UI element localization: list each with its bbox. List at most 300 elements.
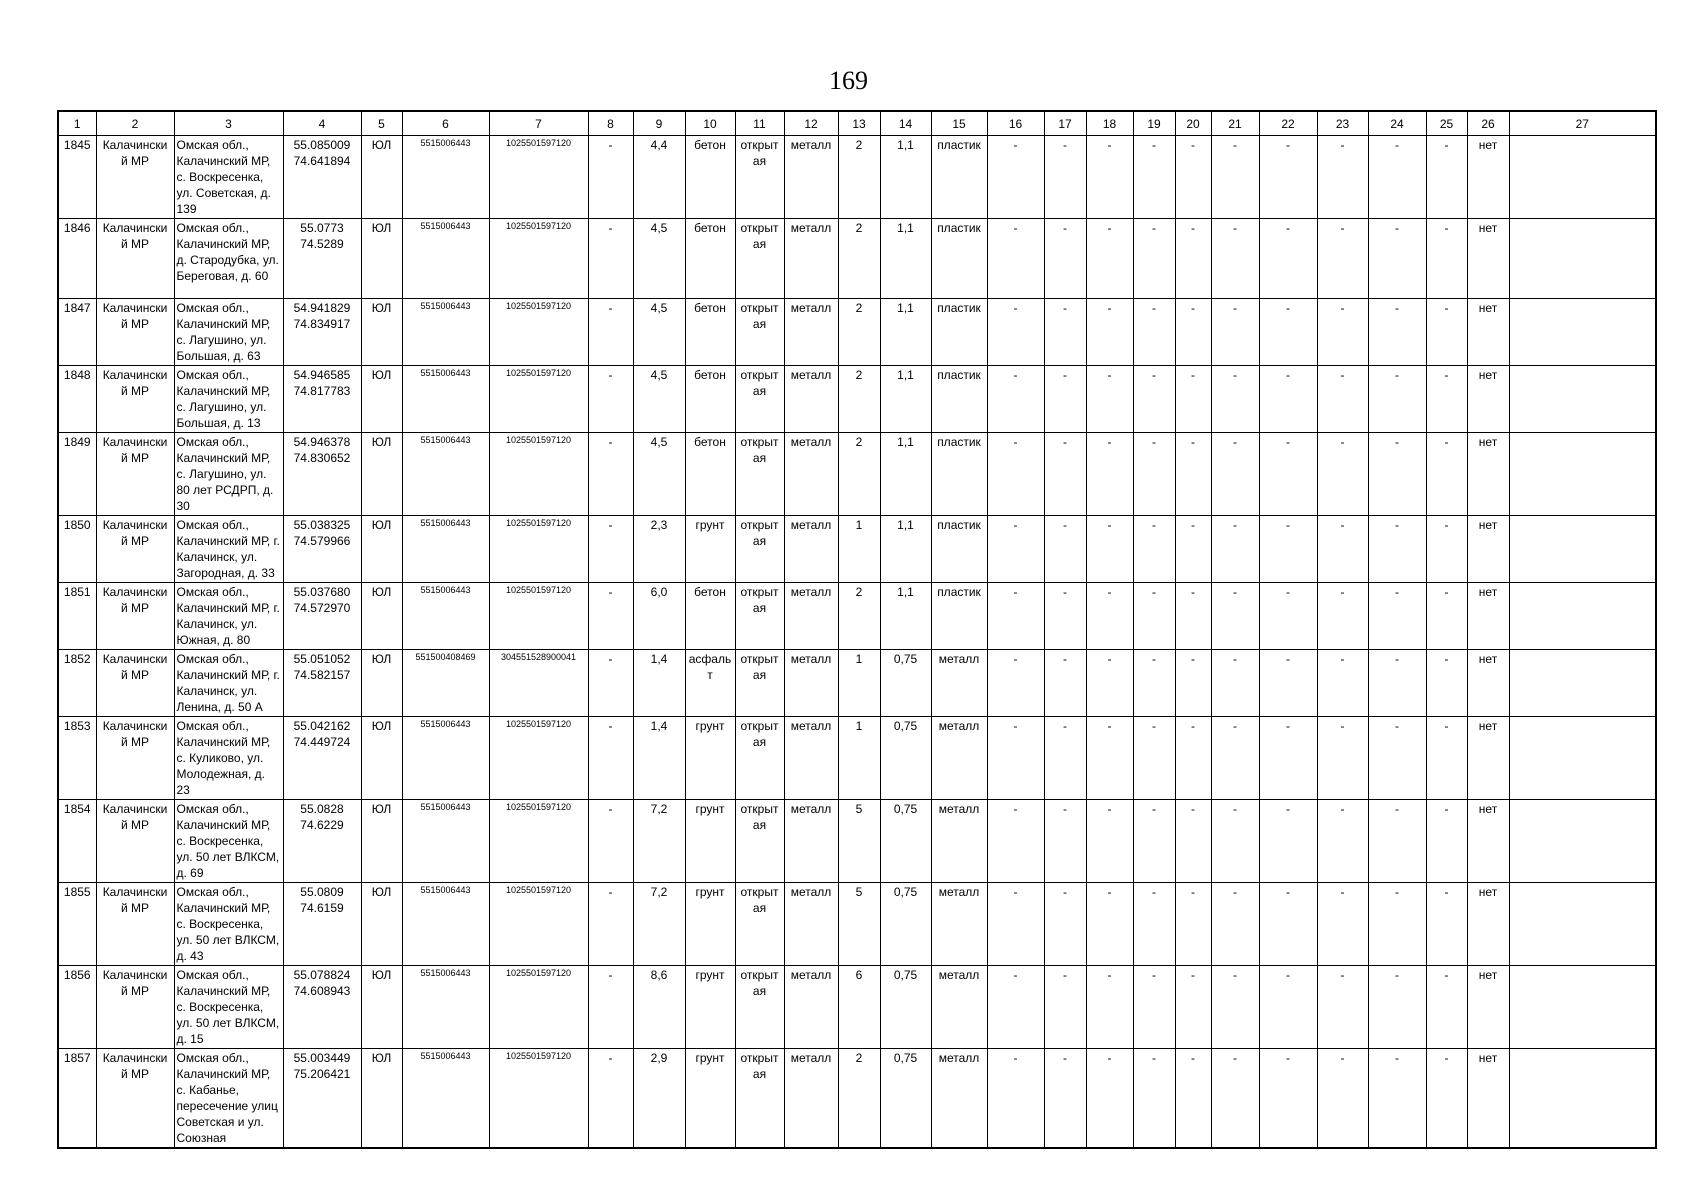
col24-cell: -: [1368, 136, 1426, 219]
coordinates-cell: [283, 966, 361, 1049]
col17-cell: -: [1044, 966, 1086, 1049]
col16-cell: -: [987, 433, 1044, 516]
col22-cell: -: [1259, 800, 1317, 883]
surface-cell: грунт: [685, 516, 735, 583]
address-cell: Омская обл., Калачинский МР, с. Кабанье, пересечение улиц Советская и ул. Союзная: [174, 1049, 283, 1149]
entity-type-cell: ЮЛ: [361, 800, 402, 883]
col27-cell: [1509, 516, 1656, 583]
container-volume-cell: 0,75: [880, 1049, 931, 1149]
coordinates-cell: [283, 219, 361, 299]
col16-cell: -: [987, 219, 1044, 299]
col17-cell: -: [1044, 299, 1086, 366]
col27-cell: [1509, 366, 1656, 433]
col18-cell: -: [1086, 299, 1133, 366]
surface-cell: грунт: [685, 1049, 735, 1149]
latitude: 55.078824: [293, 968, 351, 982]
col8-cell: -: [588, 883, 633, 966]
ogrn-cell: 1025501597120: [489, 717, 588, 800]
fence-cell: металл: [784, 219, 838, 299]
entity-type-cell: ЮЛ: [361, 717, 402, 800]
site-type-cell: открыт ая: [735, 299, 784, 366]
col25-cell: -: [1426, 800, 1467, 883]
col23-cell: -: [1317, 433, 1368, 516]
col22-cell: -: [1259, 966, 1317, 1049]
container-count-cell: 1: [838, 650, 880, 717]
latitude: 55.0773: [300, 221, 344, 235]
inn-cell: 5515006443: [402, 366, 489, 433]
row-number: 1856: [58, 966, 96, 1049]
column-header-7: 7: [489, 111, 588, 136]
col26-cell: нет: [1467, 966, 1509, 1049]
col27-cell: [1509, 136, 1656, 219]
col22-cell: -: [1259, 650, 1317, 717]
container-volume-cell: 1,1: [880, 299, 931, 366]
longitude: 74.449724: [293, 735, 351, 749]
col21-cell: -: [1211, 650, 1259, 717]
ogrn-cell: 1025501597120: [489, 516, 588, 583]
col22-cell: -: [1259, 717, 1317, 800]
container-count-cell: 5: [838, 800, 880, 883]
col16-cell: -: [987, 883, 1044, 966]
col16-cell: -: [987, 650, 1044, 717]
container-count-cell: 5: [838, 883, 880, 966]
col22-cell: -: [1259, 219, 1317, 299]
column-header-20: 20: [1175, 111, 1211, 136]
container-volume-cell: 0,75: [880, 650, 931, 717]
container-material-cell: пластик: [931, 366, 987, 433]
site-type-cell: открыт ая: [735, 883, 784, 966]
container-count-cell: 2: [838, 433, 880, 516]
container-volume-cell: 0,75: [880, 883, 931, 966]
table-row: [58, 433, 1656, 516]
col22-cell: -: [1259, 583, 1317, 650]
data-table: [57, 110, 1657, 1149]
area-cell: 4,5: [633, 219, 685, 299]
col19-cell: -: [1133, 366, 1175, 433]
col23-cell: -: [1317, 966, 1368, 1049]
col8-cell: -: [588, 717, 633, 800]
col25-cell: -: [1426, 299, 1467, 366]
col17-cell: -: [1044, 516, 1086, 583]
col27-cell: [1509, 1049, 1656, 1149]
col17-cell: -: [1044, 650, 1086, 717]
col24-cell: -: [1368, 299, 1426, 366]
col16-cell: -: [987, 800, 1044, 883]
container-volume-cell: 1,1: [880, 433, 931, 516]
address-cell: Омская обл., Калачинский МР, с. Лагушино, ул. Большая, д. 13: [174, 366, 283, 433]
table-row: [58, 966, 1656, 1049]
table-row: [58, 219, 1656, 299]
longitude: 74.830652: [293, 451, 351, 465]
column-header-1: 1: [58, 111, 96, 136]
surface-cell: бетон: [685, 136, 735, 219]
col20-cell: -: [1175, 136, 1211, 219]
latitude: 55.038325: [293, 518, 351, 532]
col24-cell: -: [1368, 516, 1426, 583]
col27-cell: [1509, 299, 1656, 366]
entity-type-cell: ЮЛ: [361, 883, 402, 966]
container-count-cell: 2: [838, 583, 880, 650]
col23-cell: -: [1317, 650, 1368, 717]
col17-cell: -: [1044, 717, 1086, 800]
table-row: [58, 366, 1656, 433]
col24-cell: -: [1368, 717, 1426, 800]
container-volume-cell: 0,75: [880, 800, 931, 883]
col19-cell: -: [1133, 433, 1175, 516]
col19-cell: -: [1133, 966, 1175, 1049]
address-cell: Омская обл., Калачинский МР, с. Лагушино, ул. 80 лет РСДРП, д. 30: [174, 433, 283, 516]
site-type-cell: открыт ая: [735, 1049, 784, 1149]
longitude: 74.5289: [300, 237, 344, 251]
col18-cell: -: [1086, 583, 1133, 650]
col19-cell: -: [1133, 1049, 1175, 1149]
table-row: [58, 136, 1656, 219]
address-cell: Омская обл., Калачинский МР, г. Калачинск, ул. Южная, д. 80: [174, 583, 283, 650]
district-cell: Калачински й МР: [96, 299, 174, 366]
surface-cell: бетон: [685, 219, 735, 299]
ogrn-cell: 1025501597120: [489, 583, 588, 650]
col17-cell: -: [1044, 219, 1086, 299]
col24-cell: -: [1368, 650, 1426, 717]
longitude: 75.206421: [293, 1067, 351, 1081]
column-header-12: 12: [784, 111, 838, 136]
col20-cell: -: [1175, 299, 1211, 366]
longitude: 74.6229: [300, 818, 344, 832]
address-cell: Омская обл., Калачинский МР, д. Стародубка, ул. Береговая, д. 60: [174, 219, 283, 299]
container-material-cell: пластик: [931, 219, 987, 299]
column-header-26: 26: [1467, 111, 1509, 136]
col21-cell: -: [1211, 136, 1259, 219]
row-number: 1851: [58, 583, 96, 650]
area-cell: 7,2: [633, 883, 685, 966]
district-cell: Калачински й МР: [96, 583, 174, 650]
col21-cell: -: [1211, 299, 1259, 366]
latitude: 55.0809: [300, 885, 344, 899]
col23-cell: -: [1317, 136, 1368, 219]
container-material-cell: пластик: [931, 516, 987, 583]
col23-cell: -: [1317, 366, 1368, 433]
col22-cell: -: [1259, 516, 1317, 583]
coordinates-cell: [283, 366, 361, 433]
site-type-cell: открыт ая: [735, 219, 784, 299]
column-header-23: 23: [1317, 111, 1368, 136]
col25-cell: -: [1426, 1049, 1467, 1149]
column-header-15: 15: [931, 111, 987, 136]
latitude: 54.946378: [293, 435, 351, 449]
col16-cell: -: [987, 717, 1044, 800]
col26-cell: нет: [1467, 219, 1509, 299]
col23-cell: -: [1317, 1049, 1368, 1149]
column-header-3: 3: [174, 111, 283, 136]
fence-cell: металл: [784, 800, 838, 883]
col24-cell: -: [1368, 433, 1426, 516]
site-type-cell: открыт ая: [735, 366, 784, 433]
col22-cell: -: [1259, 136, 1317, 219]
surface-cell: грунт: [685, 800, 735, 883]
col26-cell: нет: [1467, 433, 1509, 516]
site-type-cell: открыт ая: [735, 717, 784, 800]
col16-cell: -: [987, 136, 1044, 219]
container-volume-cell: 1,1: [880, 583, 931, 650]
ogrn-cell: 1025501597120: [489, 1049, 588, 1149]
col8-cell: -: [588, 366, 633, 433]
table-row: [58, 299, 1656, 366]
district-cell: Калачински й МР: [96, 433, 174, 516]
col21-cell: -: [1211, 717, 1259, 800]
col20-cell: -: [1175, 1049, 1211, 1149]
district-cell: Калачински й МР: [96, 883, 174, 966]
col23-cell: -: [1317, 219, 1368, 299]
address-cell: Омская обл., Калачинский МР, с. Воскресенка, ул. 50 лет ВЛКСМ, д. 69: [174, 800, 283, 883]
col27-cell: [1509, 800, 1656, 883]
col17-cell: -: [1044, 433, 1086, 516]
table-row: [58, 583, 1656, 650]
latitude: 55.085009: [293, 138, 351, 152]
coordinates-cell: [283, 433, 361, 516]
fence-cell: металл: [784, 1049, 838, 1149]
district-cell: Калачински й МР: [96, 366, 174, 433]
entity-type-cell: ЮЛ: [361, 583, 402, 650]
col16-cell: -: [987, 1049, 1044, 1149]
col20-cell: -: [1175, 433, 1211, 516]
row-number: 1853: [58, 717, 96, 800]
inn-cell: 5515006443: [402, 883, 489, 966]
table-row: [58, 650, 1656, 717]
container-material-cell: металл: [931, 966, 987, 1049]
coordinates-cell: [283, 136, 361, 219]
inn-cell: 5515006443: [402, 299, 489, 366]
inn-cell: 551500408469: [402, 650, 489, 717]
col16-cell: -: [987, 583, 1044, 650]
inn-cell: 5515006443: [402, 966, 489, 1049]
container-material-cell: пластик: [931, 136, 987, 219]
col22-cell: -: [1259, 366, 1317, 433]
district-cell: Калачински й МР: [96, 966, 174, 1049]
inn-cell: 5515006443: [402, 583, 489, 650]
container-count-cell: 2: [838, 136, 880, 219]
col20-cell: -: [1175, 717, 1211, 800]
fence-cell: металл: [784, 966, 838, 1049]
district-cell: Калачински й МР: [96, 717, 174, 800]
col19-cell: -: [1133, 583, 1175, 650]
container-count-cell: 6: [838, 966, 880, 1049]
container-count-cell: 1: [838, 717, 880, 800]
district-cell: Калачински й МР: [96, 650, 174, 717]
container-material-cell: металл: [931, 800, 987, 883]
col8-cell: -: [588, 219, 633, 299]
col25-cell: -: [1426, 650, 1467, 717]
ogrn-cell: 1025501597120: [489, 366, 588, 433]
surface-cell: грунт: [685, 883, 735, 966]
col23-cell: -: [1317, 583, 1368, 650]
fence-cell: металл: [784, 516, 838, 583]
column-header-25: 25: [1426, 111, 1467, 136]
address-cell: Омская обл., Калачинский МР, г. Калачинск, ул. Ленина, д. 50 А: [174, 650, 283, 717]
entity-type-cell: ЮЛ: [361, 299, 402, 366]
district-cell: Калачински й МР: [96, 800, 174, 883]
col18-cell: -: [1086, 1049, 1133, 1149]
container-material-cell: металл: [931, 883, 987, 966]
coordinates-cell: [283, 1049, 361, 1149]
col26-cell: нет: [1467, 800, 1509, 883]
latitude: 55.051052: [293, 652, 351, 666]
column-header-16: 16: [987, 111, 1044, 136]
surface-cell: грунт: [685, 966, 735, 1049]
fence-cell: металл: [784, 366, 838, 433]
col22-cell: -: [1259, 883, 1317, 966]
column-header-27: 27: [1509, 111, 1656, 136]
col20-cell: -: [1175, 883, 1211, 966]
entity-type-cell: ЮЛ: [361, 433, 402, 516]
latitude: 55.037680: [293, 585, 351, 599]
col20-cell: -: [1175, 366, 1211, 433]
col8-cell: -: [588, 516, 633, 583]
col26-cell: нет: [1467, 516, 1509, 583]
col21-cell: -: [1211, 516, 1259, 583]
col26-cell: нет: [1467, 299, 1509, 366]
col21-cell: -: [1211, 800, 1259, 883]
col25-cell: -: [1426, 717, 1467, 800]
col19-cell: -: [1133, 136, 1175, 219]
fence-cell: металл: [784, 717, 838, 800]
col21-cell: -: [1211, 583, 1259, 650]
col16-cell: -: [987, 366, 1044, 433]
col27-cell: [1509, 966, 1656, 1049]
row-number: 1854: [58, 800, 96, 883]
container-material-cell: пластик: [931, 299, 987, 366]
col25-cell: -: [1426, 883, 1467, 966]
column-header-24: 24: [1368, 111, 1426, 136]
entity-type-cell: ЮЛ: [361, 516, 402, 583]
ogrn-cell: 1025501597120: [489, 219, 588, 299]
entity-type-cell: ЮЛ: [361, 650, 402, 717]
container-volume-cell: 0,75: [880, 966, 931, 1049]
col27-cell: [1509, 650, 1656, 717]
col17-cell: -: [1044, 583, 1086, 650]
column-header-18: 18: [1086, 111, 1133, 136]
column-header-13: 13: [838, 111, 880, 136]
col25-cell: -: [1426, 583, 1467, 650]
entity-type-cell: ЮЛ: [361, 1049, 402, 1149]
address-cell: Омская обл., Калачинский МР, с. Куликово, ул. Молодежная, д. 23: [174, 717, 283, 800]
col21-cell: -: [1211, 883, 1259, 966]
column-header-17: 17: [1044, 111, 1086, 136]
container-count-cell: 2: [838, 366, 880, 433]
col8-cell: -: [588, 136, 633, 219]
col18-cell: -: [1086, 433, 1133, 516]
col17-cell: -: [1044, 800, 1086, 883]
row-number: 1855: [58, 883, 96, 966]
col23-cell: -: [1317, 800, 1368, 883]
fence-cell: металл: [784, 299, 838, 366]
col19-cell: -: [1133, 883, 1175, 966]
col19-cell: -: [1133, 219, 1175, 299]
col17-cell: -: [1044, 136, 1086, 219]
col19-cell: -: [1133, 299, 1175, 366]
container-volume-cell: 0,75: [880, 717, 931, 800]
coordinates-cell: [283, 883, 361, 966]
container-count-cell: 1: [838, 516, 880, 583]
site-type-cell: открыт ая: [735, 966, 784, 1049]
container-material-cell: пластик: [931, 433, 987, 516]
site-type-cell: открыт ая: [735, 800, 784, 883]
row-number: 1850: [58, 516, 96, 583]
address-cell: Омская обл., Калачинский МР, г. Калачинск, ул. Загородная, д. 33: [174, 516, 283, 583]
longitude: 74.834917: [293, 317, 351, 331]
col25-cell: -: [1426, 219, 1467, 299]
col19-cell: -: [1133, 516, 1175, 583]
col19-cell: -: [1133, 717, 1175, 800]
row-number: 1847: [58, 299, 96, 366]
column-header-9: 9: [633, 111, 685, 136]
col25-cell: -: [1426, 433, 1467, 516]
inn-cell: 5515006443: [402, 1049, 489, 1149]
entity-type-cell: ЮЛ: [361, 136, 402, 219]
latitude: 55.042162: [293, 719, 351, 733]
container-volume-cell: 1,1: [880, 219, 931, 299]
col17-cell: -: [1044, 366, 1086, 433]
surface-cell: бетон: [685, 366, 735, 433]
col20-cell: -: [1175, 219, 1211, 299]
col24-cell: -: [1368, 800, 1426, 883]
longitude: 74.817783: [293, 384, 351, 398]
area-cell: 2,9: [633, 1049, 685, 1149]
col18-cell: -: [1086, 516, 1133, 583]
coordinates-cell: [283, 800, 361, 883]
col23-cell: -: [1317, 299, 1368, 366]
col26-cell: нет: [1467, 583, 1509, 650]
col8-cell: -: [588, 1049, 633, 1149]
col24-cell: -: [1368, 219, 1426, 299]
col27-cell: [1509, 883, 1656, 966]
longitude: 74.641894: [293, 154, 351, 168]
container-volume-cell: 1,1: [880, 516, 931, 583]
table-row: [58, 883, 1656, 966]
ogrn-cell: 1025501597120: [489, 433, 588, 516]
col8-cell: -: [588, 299, 633, 366]
col26-cell: нет: [1467, 1049, 1509, 1149]
coordinates-cell: [283, 299, 361, 366]
col20-cell: -: [1175, 516, 1211, 583]
col20-cell: -: [1175, 966, 1211, 1049]
area-cell: 1,4: [633, 650, 685, 717]
container-count-cell: 2: [838, 299, 880, 366]
col24-cell: -: [1368, 1049, 1426, 1149]
address-cell: Омская обл., Калачинский МР, с. Лагушино, ул. Большая, д. 63: [174, 299, 283, 366]
col17-cell: -: [1044, 883, 1086, 966]
column-header-6: 6: [402, 111, 489, 136]
surface-cell: грунт: [685, 717, 735, 800]
site-type-cell: открыт ая: [735, 433, 784, 516]
col18-cell: -: [1086, 136, 1133, 219]
row-number: 1845: [58, 136, 96, 219]
column-header-14: 14: [880, 111, 931, 136]
col23-cell: -: [1317, 516, 1368, 583]
longitude: 74.572970: [293, 601, 351, 615]
district-cell: Калачински й МР: [96, 219, 174, 299]
container-material-cell: металл: [931, 1049, 987, 1149]
container-volume-cell: 1,1: [880, 136, 931, 219]
column-header-21: 21: [1211, 111, 1259, 136]
column-header-10: 10: [685, 111, 735, 136]
col16-cell: -: [987, 516, 1044, 583]
page-number: 169: [829, 66, 868, 95]
col18-cell: -: [1086, 650, 1133, 717]
surface-cell: бетон: [685, 583, 735, 650]
area-cell: 2,3: [633, 516, 685, 583]
fence-cell: металл: [784, 433, 838, 516]
area-cell: 1,4: [633, 717, 685, 800]
